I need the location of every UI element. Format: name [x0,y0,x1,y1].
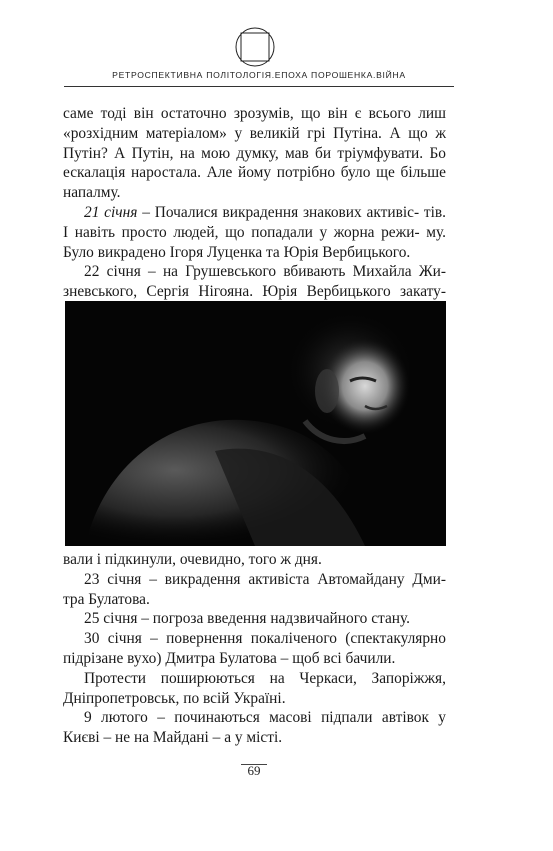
line: Києві – не на Майдані – а у місті. [63,729,283,747]
line: 30 січня – повернення покаліченого (спектакулярно [84,630,446,648]
line: Путін? А Путін, на мою думку, мав би тріумфувати. [63,144,424,162]
line: 22 січня – на Грушевського вбивають Михайла Жи- [84,263,446,281]
paragraph-1 [63,104,446,203]
line: зневського, Сергія Нігояна. Юрія Вербицького закату- [63,283,446,301]
line: саме тоді він остаточно зрозумів, що він є всього лиш [63,105,446,122]
night-photo-image [65,301,446,546]
line: тра Булатова. [63,590,150,608]
line: тів. І навіть просто людей, що попадали у жорна режи- [63,203,446,241]
page-number: 69 [247,763,261,778]
running-header: РЕТРОСПЕКТИВНА ПОЛІТОЛОГІЯ.ЕПОХА ПОРОШЕНКА.ВІЙНА [112,70,406,80]
text-block-bottom [63,550,446,748]
paragraph-2 [63,203,446,262]
paragraph-4 [63,570,446,610]
line: му. Було викрадено Ігоря Луценка та Юрія Вербицького. [63,223,446,261]
line: більше напалму. [63,164,446,202]
line: Протести поширюються на Черкаси, Запоріжжя, [84,669,446,687]
line: підрізане вухо) Дмитра Булатова – щоб всі бачили. [63,649,396,667]
paragraph-7 [63,669,446,709]
date-italic: 21 січня [84,203,138,221]
line: 23 січня – викрадення активіста Автомайдану Дми- [84,570,446,588]
paragraph-6 [63,629,446,669]
header-divider [64,86,454,87]
paragraph-8 [63,708,446,748]
line: Дніпропетровськ, по всій Україні. [63,689,286,707]
publisher-logo-icon [234,24,276,70]
line: – Почалися викрадення знакових активіс- [137,203,420,221]
paragraph-3 [63,262,446,302]
paragraph-5: 25 січня – погроза введення надзвичайного стану. [84,610,411,628]
paragraph-3-continuation: вали і підкинули, очевидно, того ж дня. [63,551,322,568]
text-block-top [63,104,446,302]
line: «розхідним матеріалом» у великій грі Путіна. А що ж [63,124,446,142]
line: Бо ескалація наростала. Але йому потрібно було ще [63,144,446,182]
line: 9 лютого – починаються масові підпали автівок у [84,709,446,727]
